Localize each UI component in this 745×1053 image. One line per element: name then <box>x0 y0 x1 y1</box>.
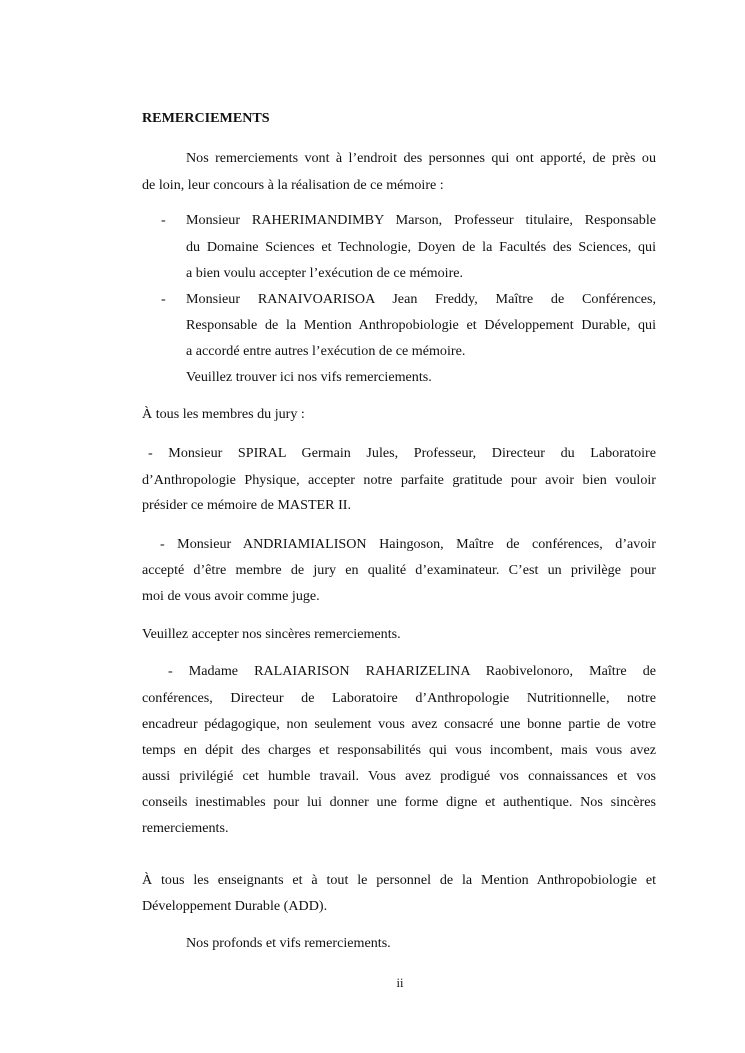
bullet-1-line-3: a bien voulu accepter l’exécution de ce mémoire. <box>186 265 464 281</box>
jury-2-line-2: accepté d’être membre de jury en qualité d’examinateur. C’est un privilège pour <box>142 562 656 578</box>
bullet-marker-2: - <box>161 291 166 307</box>
bullet-1-line-1: Monsieur RAHERIMANDIMBY Marson, Professeur titulaire, Responsable <box>186 212 656 228</box>
supervisor-line-4: temps en dépit des charges et responsabilités qui vous incombent, mais vous avez <box>142 742 656 758</box>
supervisor-line-2: conférences, Directeur de Laboratoire d’Anthropologie Nutritionnelle, notre <box>142 690 656 706</box>
jury-2-line-1: - Monsieur ANDRIAMIALISON Haingoson, Maître de conférences, d’avoir <box>160 536 656 552</box>
bullet-1-line-2: du Domaine Sciences et Technologie, Doyen de la Facultés des Sciences, qui <box>186 239 656 255</box>
bullet-2-line-1: Monsieur RANAIVOARISOA Jean Freddy, Maître de Conférences, <box>186 291 656 307</box>
intro-line-1: Nos remerciements vont à l’endroit des personnes qui ont apporté, de près ou <box>186 150 656 166</box>
page-number: ii <box>396 976 404 990</box>
intro-line-2: de loin, leur concours à la réalisation de ce mémoire : <box>142 177 444 193</box>
bullet-2-line-2: Responsable de la Mention Anthropobiologie et Développement Durable, qui <box>186 317 656 333</box>
bullet-marker-1: - <box>161 212 166 228</box>
closing-line: Nos profonds et vifs remerciements. <box>186 935 391 951</box>
teachers-line-2: Développement Durable (ADD). <box>142 898 328 914</box>
jury-1-line-3: présider ce mémoire de MASTER II. <box>142 497 351 513</box>
thanks-line: Veuillez trouver ici nos vifs remerciements. <box>186 369 432 385</box>
jury-2-line-3: moi de vous avoir comme juge. <box>142 588 320 604</box>
supervisor-line-1: - Madame RALAIARISON RAHARIZELINA Raobivelonoro, Maître de <box>168 663 656 679</box>
teachers-line-1: À tous les enseignants et à tout le personnel de la Mention Anthropobiologie et <box>142 872 656 888</box>
jury-1-line-2: d’Anthropologie Physique, accepter notre parfaite gratitude pour avoir bien vouloir <box>142 472 656 488</box>
bullet-2-line-3: a accordé entre autres l’exécution de ce mémoire. <box>186 343 466 359</box>
supervisor-line-5: aussi privilégié cet humble travail. Vous avez prodigué vos connaissances et vos <box>142 768 656 784</box>
supervisor-line-6: conseils inestimables pour lui donner une forme digne et authentique. Nos sincères <box>142 794 656 810</box>
jury-1-line-1: - Monsieur SPIRAL Germain Jules, Professeur, Directeur du Laboratoire <box>148 445 656 461</box>
jury-thanks: Veuillez accepter nos sincères remerciements. <box>142 626 401 642</box>
supervisor-line-7: remerciements. <box>142 820 229 836</box>
supervisor-line-3: encadreur pédagogique, non seulement vous avez consacré une bonne partie de votre <box>142 716 656 732</box>
page-title: REMERCIEMENTS <box>142 110 270 126</box>
jury-heading: À tous les membres du jury : <box>142 406 305 422</box>
